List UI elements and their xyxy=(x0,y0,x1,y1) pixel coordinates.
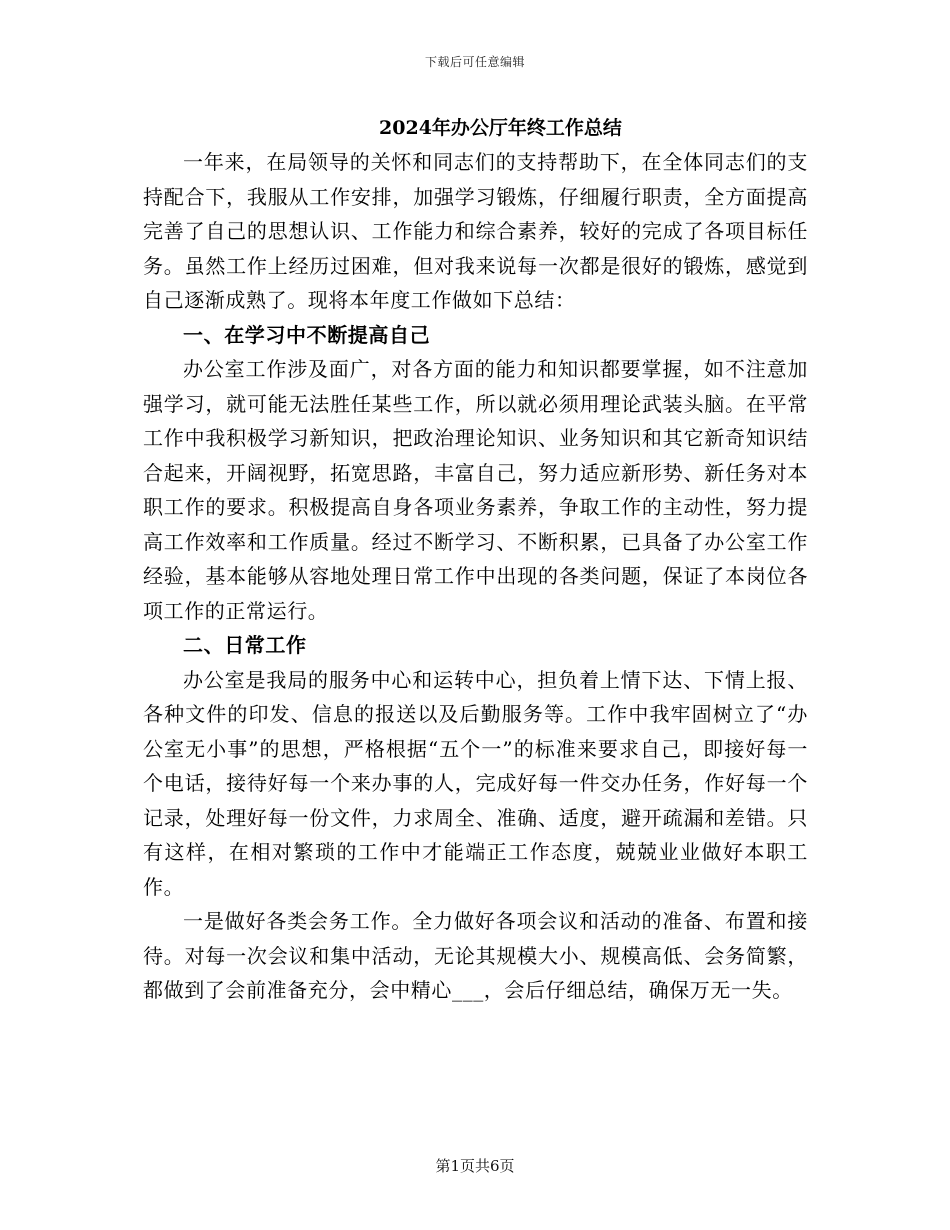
paragraph-meeting-work: 一是做好各类会务工作。全力做好各项会议和活动的准备、布置和接待。对每一次会议和集中活动，无论其规模大小、规模高低、会务简繁，都做到了会前准备充分，会中精心___，会后仔细总结，确保万无一失。 xyxy=(143,909,808,1002)
paragraph-section-1: 办公室工作涉及面广，对各方面的能力和知识都要掌握，如不注意加强学习，就可能无法胜任某些工作，所以就必须用理论武装头脑。在平常工作中我积极学习新知识，把政治理论知识、业务知识和其它新奇知识结合起来，开阔视野，拓宽思路，丰富自己，努力适应新形势、新任务对本职工作的要求。积极提高自身各项业务素养，争取工作的主动性，努力提高工作效率和工作质量。经过不断学习、不断积累，已具备了办公室工作经验，基本能够从容地处理日常工作中出现的各类问题，保证了本岗位各项工作的正常运行。 xyxy=(143,357,808,623)
page-header-note: 下载后可任意编辑 xyxy=(424,55,525,69)
paragraph-intro: 一年来，在局领导的关怀和同志们的支持帮助下，在全体同志们的支持配合下，我服从工作安排，加强学习锻炼，仔细履行职责，全方面提高完善了自己的思想认识、工作能力和综合素养，较好的完成了各项目标任务。虽然工作上经历过困难，但对我来说每一次都是很好的锻炼，感觉到自己逐渐成熟了。现将本年度工作做如下总结： xyxy=(143,150,808,312)
document-body xyxy=(143,113,808,1008)
section-heading-2: 二、日常工作 xyxy=(183,633,307,657)
document-title: 2024年办公厅年终工作总结 xyxy=(379,117,622,139)
paragraph-section-2: 办公室是我局的服务中心和运转中心，担负着上情下达、下情上报、各种文件的印发、信息的报送以及后勤服务等。工作中我牢固树立了“办公室无小事”的思想，严格根据“五个一”的标准来要求自己，即接好每一个电话，接待好每一个来办事的人，完成好每一件交办任务，作好每一个记录，处理好每一份文件，力求周全、准确、适度，避开疏漏和差错。只有这样，在相对繁琐的工作中才能端正工作态度，兢兢业业做好本职工作。 xyxy=(143,667,808,899)
page-number-footer: 第1页共6页 xyxy=(435,1157,515,1175)
section-heading-1: 一、在学习中不断提高自己 xyxy=(183,322,431,347)
